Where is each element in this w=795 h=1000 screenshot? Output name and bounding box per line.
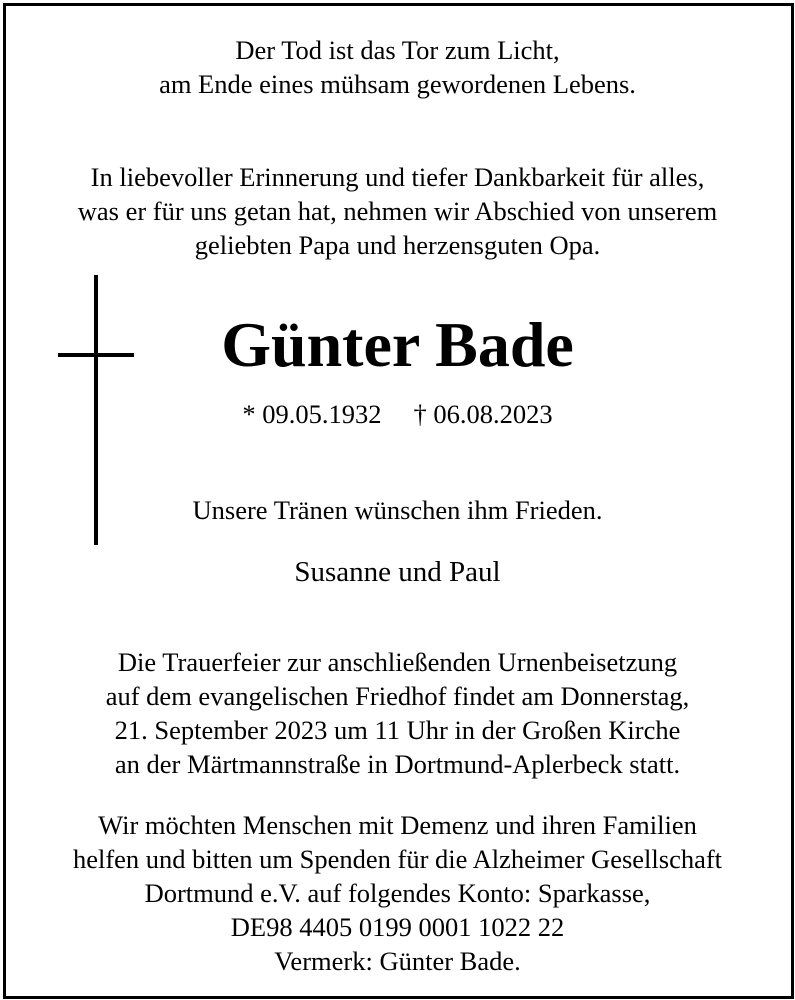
tears-line: Unsere Tränen wünschen ihm Frieden. — [192, 495, 603, 525]
ceremony-info — [0, 645, 795, 781]
donation-info — [0, 808, 795, 978]
ceremony-line-1: Die Trauerfeier zur anschließenden Urnenbeisetzung — [117, 647, 678, 677]
death-date: † 06.08.2023 — [413, 399, 553, 429]
birth-date: * 09.05.1932 — [242, 399, 382, 429]
intro-line-1: In liebevoller Erinnerung und tiefer Dankbarkeit für alles, — [90, 162, 705, 192]
opening-quote — [0, 33, 795, 101]
donation-line-1: Wir möchten Menschen mit Demenz und ihren Familien — [98, 810, 697, 840]
signers: Susanne und Paul — [294, 556, 501, 588]
donation-line-2: helfen und bitten um Spenden für die Alzheimer Gesellschaft — [72, 844, 723, 874]
ceremony-line-4: an der Märtmannstraße in Dortmund-Aplerbeck statt. — [114, 749, 681, 779]
donation-line-3: Dortmund e.V. auf folgendes Konto: Sparkasse, — [144, 878, 651, 908]
life-dates — [0, 397, 795, 431]
intro-line-3: geliebten Papa und herzensguten Opa. — [194, 230, 601, 260]
deceased-name: Günter Bade — [221, 309, 574, 380]
intro-text — [0, 160, 795, 262]
quote-line-2: am Ende eines mühsam gewordenen Lebens. — [159, 69, 636, 99]
intro-line-2: was er für uns getan hat, nehmen wir Abschied von unserem — [77, 196, 718, 226]
ceremony-line-2: auf dem evangelischen Friedhof findet am Donnerstag, — [105, 681, 690, 711]
donation-iban: DE98 4405 0199 0001 1022 22 — [230, 912, 565, 942]
ceremony-line-3: 21. September 2023 um 11 Uhr in der Großen Kirche — [114, 715, 681, 745]
donation-reference: Vermerk: Günter Bade. — [274, 946, 521, 976]
quote-line-1: Der Tod ist das Tor zum Licht, — [235, 35, 560, 65]
